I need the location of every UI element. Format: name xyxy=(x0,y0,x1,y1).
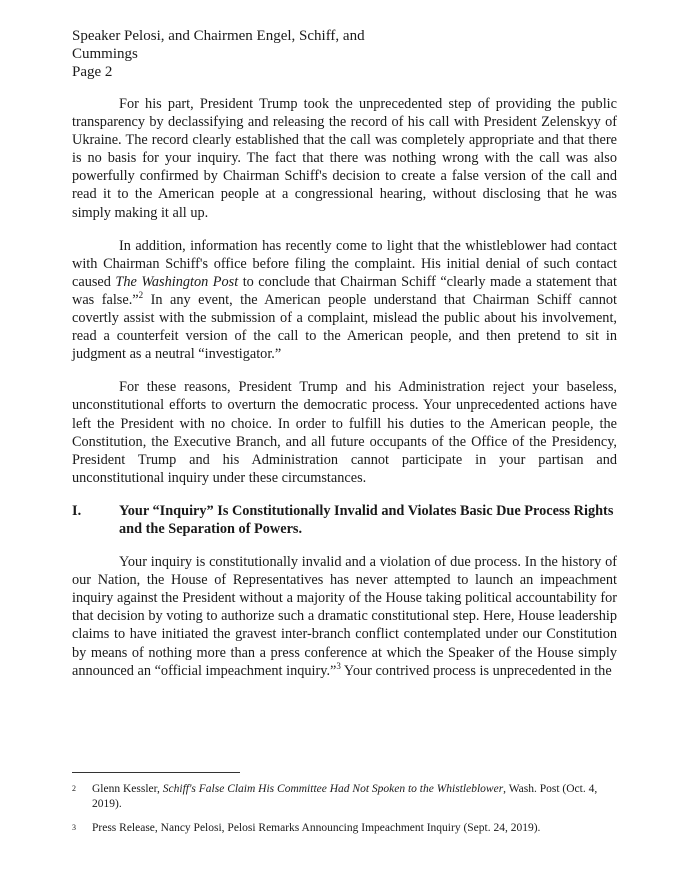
section-title: Your “Inquiry” Is Constitutionally Invalid and Violates Basic Due Process Rights and the Separation of Powers. xyxy=(119,502,614,537)
paragraph-due-process xyxy=(72,553,617,680)
letter-body xyxy=(72,95,617,695)
footnote-source: , Wash. Post (Oct. 4, 2019). xyxy=(92,783,598,810)
paragraph-text: Your inquiry is constitutionally invalid and a violation of due process. In the history of our Nation, the House of Representatives has never attempted to launch an impeachment inquiry against the President without a majority of the House taking political accountability for that decision by voting to authorize such a dramatic constitutional step. Here, House leadership claims to have initiated the gravest inter-branch conflict contemplated under our Constitution by means of nothing more than a press conference at which the Speaker of the House simply announced an “official impeachment inquiry.” xyxy=(72,554,617,679)
paragraph-text: to conclude that Chairman Schiff “clearly made a statement that was false.” xyxy=(72,273,617,308)
paragraph-whistleblower xyxy=(72,237,617,364)
page-header xyxy=(72,27,592,81)
page-number: Page 2 xyxy=(72,64,113,80)
footnote-number: 2 xyxy=(72,784,76,793)
paragraph-rejection: For these reasons, President Trump and his Administration reject your baseless, unconstitutional efforts to overturn the democratic process. Your unprecedented actions have left the President with no choice. In order to fulfill his duties to the American people, the Constitution, the Executive Branch, and all future occupants of the Office of the Presidency, President Trump and his Administration cannot participate in your partisan and unconstitutional inquiry under these circumstances. xyxy=(72,379,617,486)
section-heading xyxy=(72,502,617,538)
addressee-line-2: Cummings xyxy=(72,46,138,62)
footnote-divider xyxy=(72,772,240,773)
paragraph-text: In any event, the American people understand that Chairman Schiff cannot covertly assist with the submission of a complaint, mislead the public about his involvement, read a counterfeit version of the call to the American people, and then pretend to sit in judgment as a neutral “investigator.” xyxy=(72,291,617,363)
publication-name: The Washington Post xyxy=(115,273,239,290)
addressee-line-1: Speaker Pelosi, and Chairmen Engel, Schiff, and xyxy=(72,28,365,44)
footnote-reference: 3 xyxy=(336,660,341,671)
footnote-text xyxy=(92,782,617,812)
footnotes xyxy=(72,782,617,845)
footnote-article-title: Schiff's False Claim His Committee Had Not Spoken to the Whistleblower xyxy=(162,783,504,795)
footnote-number: 3 xyxy=(72,823,76,832)
footnote-3 xyxy=(72,821,617,836)
footnote-reference: 2 xyxy=(138,290,144,301)
footnote-2 xyxy=(72,782,617,812)
section-number: I. xyxy=(72,502,82,519)
paragraph-transparency: For his part, President Trump took the unprecedented step of providing the public transparency by declassifying and releasing the record of his call with President Zelenskyy of Ukraine. The record clearly established that the call was completely appropriate and that there is no basis for your inquiry. The fact that there was nothing wrong with the call was also powerfully confirmed by Chairman Schiff's decision to create a false version of the call and read it to the American people at a congressional hearing, without disclosing that he was simply making it all up. xyxy=(72,96,617,221)
paragraph-text: In addition, information has recently come to light that the whistleblower had contact with Chairman Schiff's office before filing the complaint. His initial denial of such contact caused xyxy=(72,237,617,290)
paragraph-text: Your contrived process is unprecedented in the xyxy=(340,662,612,679)
footnote-text: Press Release, Nancy Pelosi, Pelosi Remarks Announcing Impeachment Inquiry (Sept. 24, 2019). xyxy=(92,822,541,834)
footnote-author: Glenn Kessler, xyxy=(92,783,163,795)
